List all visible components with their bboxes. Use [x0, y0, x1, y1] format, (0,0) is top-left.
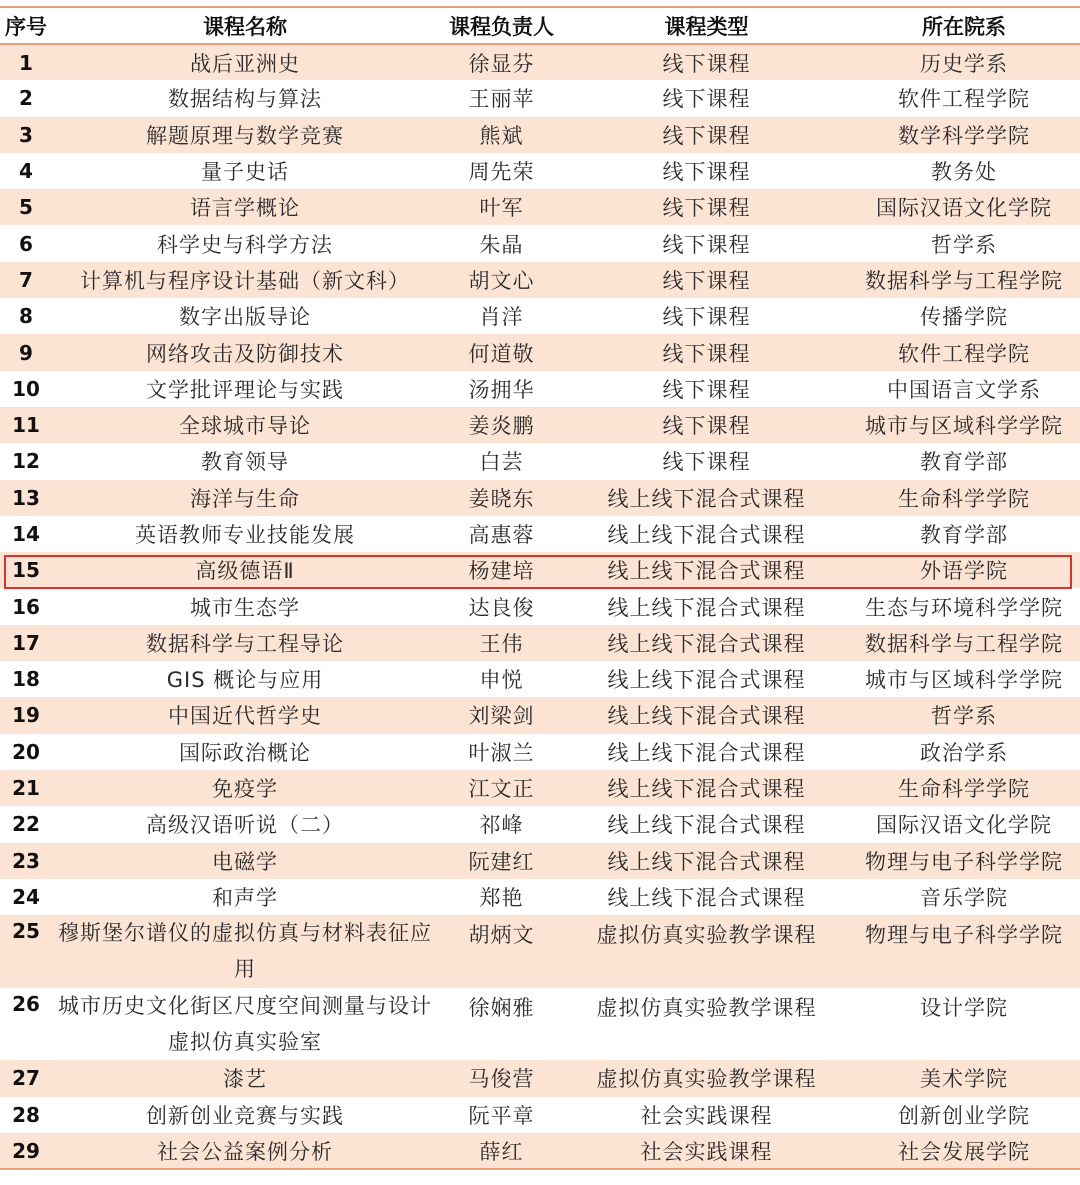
course-name: 战后亚洲史 [52, 44, 438, 80]
table-row [0, 661, 1080, 697]
course-name: 解题原理与数学竞赛 [52, 117, 438, 153]
course-lead: 朱晶 [438, 225, 565, 261]
course-type: 线上线下混合式课程 [565, 516, 848, 552]
course-name: 文学批评理论与实践 [52, 371, 438, 407]
department: 中国语言文学系 [848, 371, 1080, 407]
department: 软件工程学院 [848, 80, 1080, 116]
department: 生命科学学院 [848, 770, 1080, 806]
course-name: 数字出版导论 [52, 298, 438, 334]
course-name: 穆斯堡尔谱仪的虚拟仿真与材料表征应用 [52, 915, 438, 988]
course-lead: 何道敬 [438, 334, 565, 370]
row-no: 21 [0, 770, 52, 806]
course-type: 线下课程 [565, 189, 848, 225]
course-type: 线上线下混合式课程 [565, 552, 848, 588]
department: 数学科学学院 [848, 117, 1080, 153]
row-no: 28 [0, 1097, 52, 1133]
row-no: 17 [0, 625, 52, 661]
department: 哲学系 [848, 697, 1080, 733]
row-no: 29 [0, 1133, 52, 1169]
course-name: 高级德语Ⅱ [52, 552, 438, 588]
row-no: 14 [0, 516, 52, 552]
course-lead: 杨建培 [438, 552, 565, 588]
department: 物理与电子科学学院 [848, 843, 1080, 879]
course-name: 高级汉语听说（二） [52, 806, 438, 842]
course-lead: 白芸 [438, 443, 565, 479]
course-type: 线下课程 [565, 298, 848, 334]
department: 软件工程学院 [848, 334, 1080, 370]
department: 教育学部 [848, 443, 1080, 479]
row-no: 23 [0, 843, 52, 879]
course-name: 教育领导 [52, 443, 438, 479]
course-name: 计算机与程序设计基础（新文科） [52, 262, 438, 298]
table-row [0, 262, 1080, 298]
row-no: 26 [0, 988, 52, 1061]
course-name: 数据科学与工程导论 [52, 625, 438, 661]
row-no: 2 [0, 80, 52, 116]
course-type: 线下课程 [565, 44, 848, 80]
course-type: 虚拟仿真实验教学课程 [565, 988, 848, 1061]
course-lead: 王丽苹 [438, 80, 565, 116]
table-row [0, 189, 1080, 225]
row-no: 9 [0, 334, 52, 370]
course-type: 线上线下混合式课程 [565, 625, 848, 661]
course-name: 电磁学 [52, 843, 438, 879]
course-type: 线上线下混合式课程 [565, 480, 848, 516]
department: 生命科学学院 [848, 480, 1080, 516]
course-type: 线下课程 [565, 80, 848, 116]
course-name: 语言学概论 [52, 189, 438, 225]
course-name: 国际政治概论 [52, 734, 438, 770]
table-row [0, 371, 1080, 407]
row-no: 18 [0, 661, 52, 697]
course-name: 网络攻击及防御技术 [52, 334, 438, 370]
course-name: 城市生态学 [52, 588, 438, 624]
department: 教育学部 [848, 516, 1080, 552]
row-no: 19 [0, 697, 52, 733]
course-name: 免疫学 [52, 770, 438, 806]
row-no: 27 [0, 1060, 52, 1096]
course-name: 漆艺 [52, 1060, 438, 1096]
table-row [0, 988, 1080, 1061]
course-name: 全球城市导论 [52, 407, 438, 443]
department: 哲学系 [848, 225, 1080, 261]
course-lead: 高惠蓉 [438, 516, 565, 552]
course-name: 中国近代哲学史 [52, 697, 438, 733]
course-type: 线上线下混合式课程 [565, 843, 848, 879]
table-row [0, 915, 1080, 988]
row-no: 1 [0, 44, 52, 80]
course-type: 线下课程 [565, 334, 848, 370]
department: 物理与电子科学学院 [848, 915, 1080, 988]
course-lead: 汤拥华 [438, 371, 565, 407]
course-lead: 江文正 [438, 770, 565, 806]
department: 社会发展学院 [848, 1133, 1080, 1169]
row-no: 24 [0, 879, 52, 915]
table-row [0, 1133, 1080, 1169]
table-row [0, 516, 1080, 552]
department: 城市与区域科学学院 [848, 407, 1080, 443]
course-lead: 阮平章 [438, 1097, 565, 1133]
row-no: 6 [0, 225, 52, 261]
table-row [0, 770, 1080, 806]
table-row [0, 44, 1080, 80]
course-name: 数据结构与算法 [52, 80, 438, 116]
course-lead: 徐娴雅 [438, 988, 565, 1061]
course-lead: 徐显芬 [438, 44, 565, 80]
course-lead: 薛红 [438, 1133, 565, 1169]
course-type: 线上线下混合式课程 [565, 879, 848, 915]
course-type: 线下课程 [565, 153, 848, 189]
department: 音乐学院 [848, 879, 1080, 915]
course-lead: 叶淑兰 [438, 734, 565, 770]
department: 外语学院 [848, 552, 1080, 588]
course-type: 线下课程 [565, 225, 848, 261]
row-no: 7 [0, 262, 52, 298]
table-row [0, 225, 1080, 261]
department: 历史学系 [848, 44, 1080, 80]
table-row [0, 407, 1080, 443]
department: 生态与环境科学学院 [848, 588, 1080, 624]
table-row [0, 697, 1080, 733]
course-type: 线上线下混合式课程 [565, 661, 848, 697]
row-no: 10 [0, 371, 52, 407]
table-row [0, 734, 1080, 770]
course-name: 英语教师专业技能发展 [52, 516, 438, 552]
department: 国际汉语文化学院 [848, 189, 1080, 225]
row-no: 22 [0, 806, 52, 842]
course-type: 线上线下混合式课程 [565, 734, 848, 770]
course-lead: 姜晓东 [438, 480, 565, 516]
course-lead: 阮建红 [438, 843, 565, 879]
table-row [0, 1060, 1080, 1096]
course-lead: 熊斌 [438, 117, 565, 153]
table-row [0, 298, 1080, 334]
course-lead: 刘梁剑 [438, 697, 565, 733]
course-type: 线下课程 [565, 407, 848, 443]
course-name: 城市历史文化街区尺度空间测量与设计虚拟仿真实验室 [52, 988, 438, 1061]
course-lead: 王伟 [438, 625, 565, 661]
department: 美术学院 [848, 1060, 1080, 1096]
course-type: 虚拟仿真实验教学课程 [565, 1060, 848, 1096]
row-no: 11 [0, 407, 52, 443]
department: 教务处 [848, 153, 1080, 189]
header-course-lead: 课程负责人 [438, 7, 565, 44]
table-row [0, 625, 1080, 661]
table-row [0, 80, 1080, 116]
course-name: 科学史与科学方法 [52, 225, 438, 261]
row-no: 3 [0, 117, 52, 153]
table-row [0, 806, 1080, 842]
row-no: 25 [0, 915, 52, 988]
row-no: 13 [0, 480, 52, 516]
course-type: 线上线下混合式课程 [565, 770, 848, 806]
table-row-highlighted [0, 552, 1080, 588]
course-name: 创新创业竞赛与实践 [52, 1097, 438, 1133]
header-department: 所在院系 [848, 7, 1080, 44]
table-row [0, 443, 1080, 479]
table-row [0, 1097, 1080, 1133]
course-lead: 申悦 [438, 661, 565, 697]
department: 设计学院 [848, 988, 1080, 1061]
course-type: 线下课程 [565, 371, 848, 407]
header-course-name: 课程名称 [52, 7, 438, 44]
header-course-type: 课程类型 [565, 7, 848, 44]
course-type: 社会实践课程 [565, 1133, 848, 1169]
course-lead: 达良俊 [438, 588, 565, 624]
course-type: 线上线下混合式课程 [565, 806, 848, 842]
course-type: 线下课程 [565, 443, 848, 479]
course-table [0, 6, 1080, 1170]
table-row [0, 843, 1080, 879]
department: 数据科学与工程学院 [848, 625, 1080, 661]
course-type: 社会实践课程 [565, 1097, 848, 1133]
course-name: 和声学 [52, 879, 438, 915]
table-row [0, 334, 1080, 370]
row-no: 8 [0, 298, 52, 334]
course-name: 量子史话 [52, 153, 438, 189]
header-no: 序号 [0, 7, 52, 44]
course-type: 线上线下混合式课程 [565, 697, 848, 733]
table-row [0, 879, 1080, 915]
row-no: 5 [0, 189, 52, 225]
row-no: 16 [0, 588, 52, 624]
course-type: 虚拟仿真实验教学课程 [565, 915, 848, 988]
row-no: 12 [0, 443, 52, 479]
table-header-row [0, 7, 1080, 44]
course-lead: 马俊营 [438, 1060, 565, 1096]
course-lead: 周先荣 [438, 153, 565, 189]
department: 数据科学与工程学院 [848, 262, 1080, 298]
department: 城市与区域科学学院 [848, 661, 1080, 697]
course-lead: 叶军 [438, 189, 565, 225]
course-lead: 郑艳 [438, 879, 565, 915]
course-lead: 祁峰 [438, 806, 565, 842]
department: 传播学院 [848, 298, 1080, 334]
row-no: 20 [0, 734, 52, 770]
course-name: 社会公益案例分析 [52, 1133, 438, 1169]
table-row [0, 153, 1080, 189]
table-row [0, 480, 1080, 516]
course-name: 海洋与生命 [52, 480, 438, 516]
course-type: 线下课程 [565, 262, 848, 298]
row-no: 15 [0, 552, 52, 588]
course-name: GIS 概论与应用 [52, 661, 438, 697]
course-type: 线下课程 [565, 117, 848, 153]
course-lead: 姜炎鹏 [438, 407, 565, 443]
table-row [0, 588, 1080, 624]
course-type: 线上线下混合式课程 [565, 588, 848, 624]
row-no: 4 [0, 153, 52, 189]
course-lead: 胡文心 [438, 262, 565, 298]
department: 创新创业学院 [848, 1097, 1080, 1133]
course-lead: 胡炳文 [438, 915, 565, 988]
department: 政治学系 [848, 734, 1080, 770]
department: 国际汉语文化学院 [848, 806, 1080, 842]
course-lead: 肖洋 [438, 298, 565, 334]
table-row [0, 117, 1080, 153]
